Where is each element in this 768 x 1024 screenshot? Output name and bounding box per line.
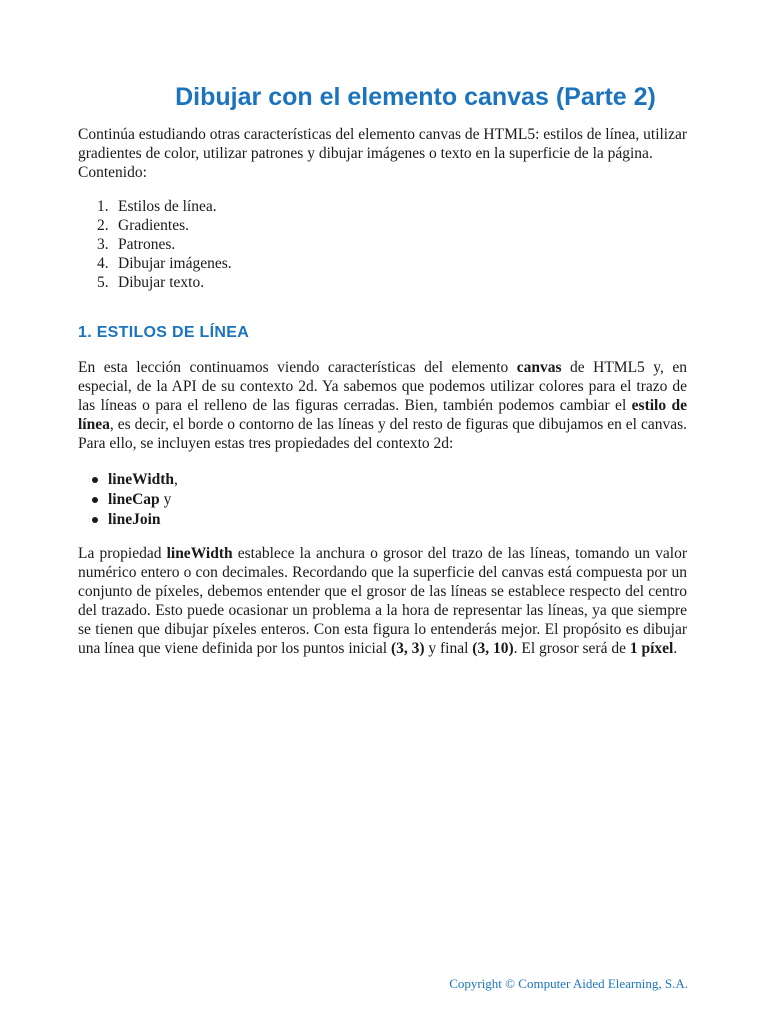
list-number: 2. [97,217,109,234]
section-heading: 1. ESTILOS DE LÍNEA [78,324,250,341]
list-item [108,490,720,510]
list-item [97,273,730,292]
text-run: En esta lección continuamos viendo características del elemento [78,359,517,376]
contents-list [78,197,730,292]
list-item [97,216,730,235]
list-item [97,235,730,254]
list-item [108,470,720,490]
text-run: La propiedad [78,545,167,562]
bold-term: 1 píxel [629,640,674,657]
text-run: . El grosor será de [513,640,630,657]
list-item-label: Patrones. [118,236,176,253]
text-run: , [174,471,178,488]
property-list [78,470,720,530]
text-run: . [673,640,678,657]
text-run: , es decir, el borde o contorno de las líneas y del resto de figuras que dibujamos en el canvas. Para ello, se incluyen estas tres propiedades del contexto 2d: [78,416,687,452]
list-item-label: Dibujar imágenes. [118,255,232,272]
list-number: 5. [97,274,109,291]
list-number: 3. [97,236,109,253]
page-title: Dibujar con el elemento canvas (Parte 2) [175,83,656,111]
text-run: de HTML5 y, en especial, de la API de su contexto 2d. Ya sabemos que podemos utilizar colores para el trazo de las líneas o para el relleno de las figuras cerradas. Bien, también podemos cambiar el [78,359,687,414]
text-run: y [159,491,172,508]
copyright-footer: Copyright © Computer Aided Elearning, S.A. [449,976,688,991]
list-item [108,510,720,530]
list-item-label: Estilos de línea. [118,198,217,215]
bullet-icon [92,517,98,523]
bold-term: lineWidth [166,545,233,562]
list-item-label: Dibujar texto. [118,274,205,291]
bullet-icon [92,477,98,483]
bold-term: estilo de línea [78,397,687,433]
list-item-label: Gradientes. [118,217,190,234]
bold-term: (3, 3) [390,640,425,657]
bold-term: lineCap [108,491,160,508]
bold-term: canvas [516,359,562,376]
text-run: establece la anchura o grosor del trazo de las líneas, tomando un valor numérico entero o con decimales. Recordando que la superficie del canvas está compuesta por un conjunto de píxeles, debemos entender que el grosor de las líneas se establece respecto del centro del trazado. Esto puede ocasionar un problema a la hora de representar las líneas, ya que siempre se tienen que dibujar píxeles enteros. Con esta figura lo entenderás mejor. El propósito es dibujar una línea que viene definida por los puntos inicial [78,545,688,657]
intro-paragraph: Continúa estudiando otras características del elemento canvas de HTML5: estilos de línea, utilizar gradientes de color, utilizar patrones y dibujar imágenes o texto en la superficie de la página. Contenido: [78,126,688,181]
list-number: 4. [97,255,109,272]
body-paragraph-2 [78,544,687,658]
bold-term: lineWidth [108,471,175,488]
body-paragraph-1 [78,358,687,453]
bullet-icon [92,497,98,503]
list-item [97,254,730,273]
list-item [97,197,730,216]
bold-term: lineJoin [108,511,161,528]
list-number: 1. [97,198,109,215]
text-run: y final [424,640,473,657]
bold-term: (3, 10) [472,640,514,657]
